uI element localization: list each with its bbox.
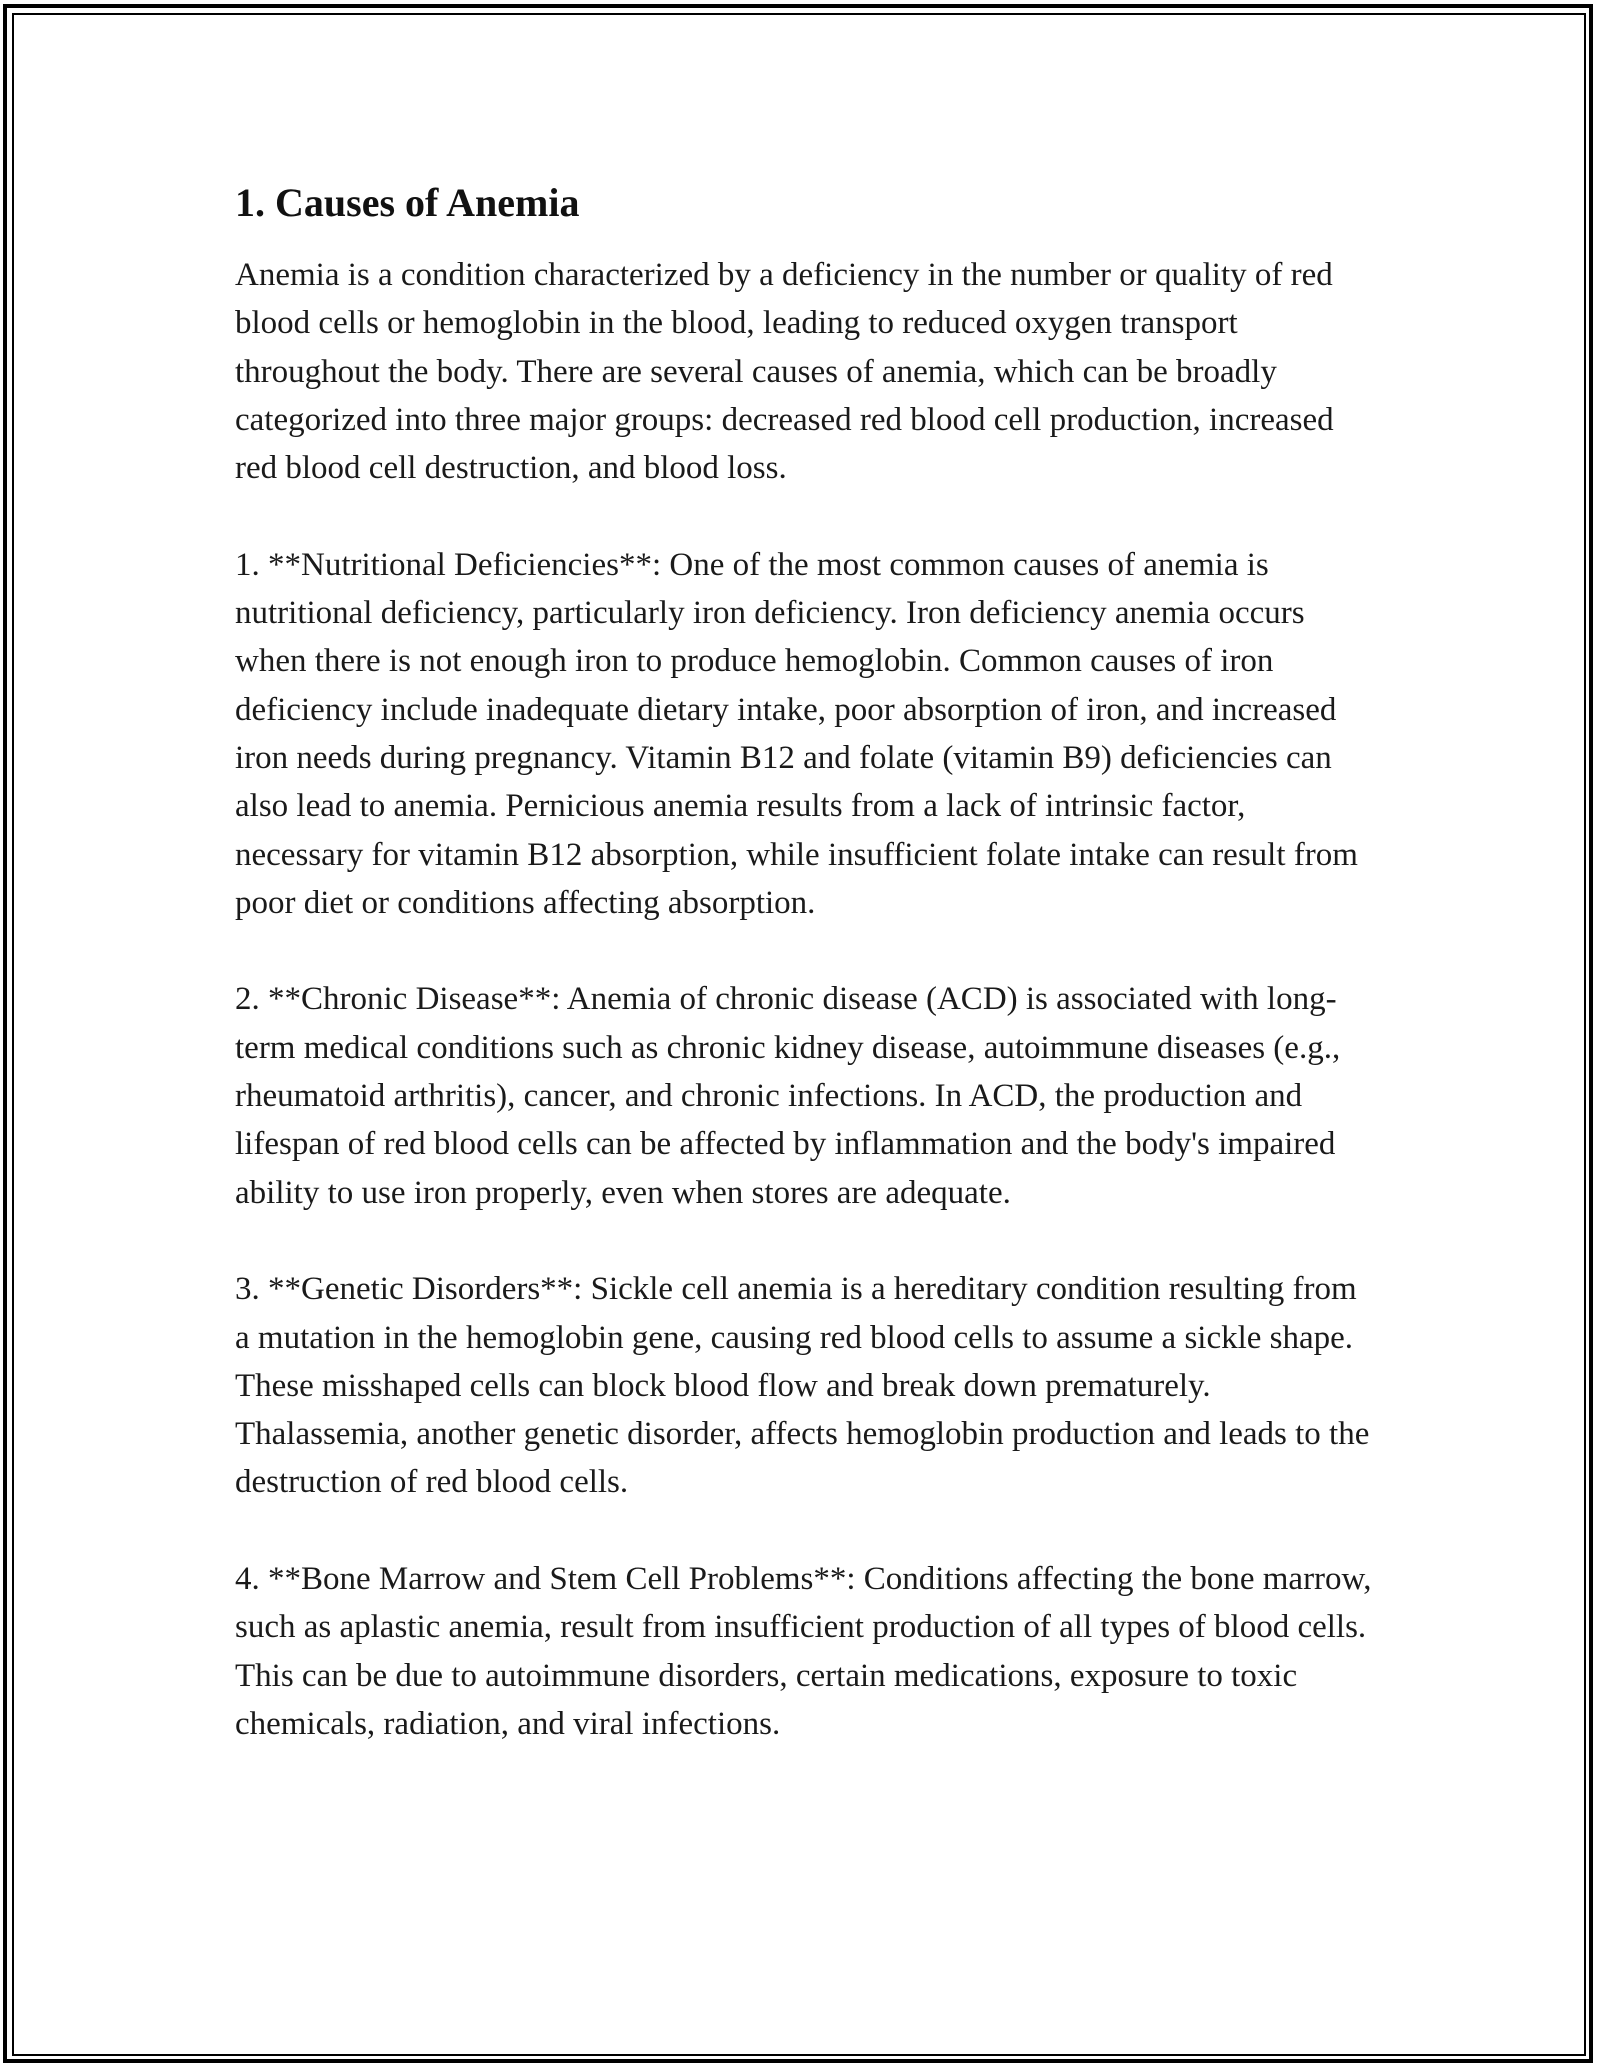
intro-paragraph: Anemia is a condition characterized by a deficiency in the number or quality of red blood cells or hemoglobin in the blood, leading to reduced oxygen transport throughout the body. There are several causes of anemia, which can be broadly categorized into three major groups: decreased red blood cell production, increased red blood cell destruction, and blood loss. bbox=[235, 257, 1334, 487]
paragraph-nutritional-deficiencies: 1. **Nutritional Deficiencies**: One of the most common causes of anemia is nutritional deficiency, particularly iron deficiency. Iron deficiency anemia occurs when there is not enough iron to produce hemoglobin. Common causes of iron deficiency include inadequate dietary intake, poor absorption of iron, and increased iron needs during pregnancy. Vitamin B12 and folate (vitamin B9) deficiencies can also lead to anemia. Pernicious anemia results from a lack of intrinsic factor, necessary for vitamin B12 absorption, while insufficient folate intake can result from poor diet or conditions affecting absorption. bbox=[235, 546, 1358, 921]
document-body bbox=[235, 178, 1375, 1748]
paragraph-chronic-disease: 2. **Chronic Disease**: Anemia of chronic disease (ACD) is associated with long-term medical conditions such as chronic kidney disease, autoimmune diseases (e.g., rheumatoid arthritis), cancer, and chronic infections. In ACD, the production and lifespan of red blood cells can be affected by inflammation and the body's impaired ability to use iron properly, even when stores are adequate. bbox=[235, 981, 1341, 1211]
paragraph-bone-marrow: 4. **Bone Marrow and Stem Cell Problems**: Conditions affecting the bone marrow, such as aplastic anemia, result from insufficient production of all types of blood cells. This can be due to autoimmune disorders, certain medications, exposure to toxic chemicals, radiation, and viral infections. bbox=[235, 1561, 1372, 1742]
section-heading: 1. Causes of Anemia bbox=[235, 180, 580, 225]
paragraph-genetic-disorders: 3. **Genetic Disorders**: Sickle cell anemia is a hereditary condition resulting from a mutation in the hemoglobin gene, causing red blood cells to assume a sickle shape. These misshaped cells can block blood flow and break down prematurely. Thalassemia, another genetic disorder, affects hemoglobin production and leads to the destruction of red blood cells. bbox=[235, 1271, 1370, 1501]
